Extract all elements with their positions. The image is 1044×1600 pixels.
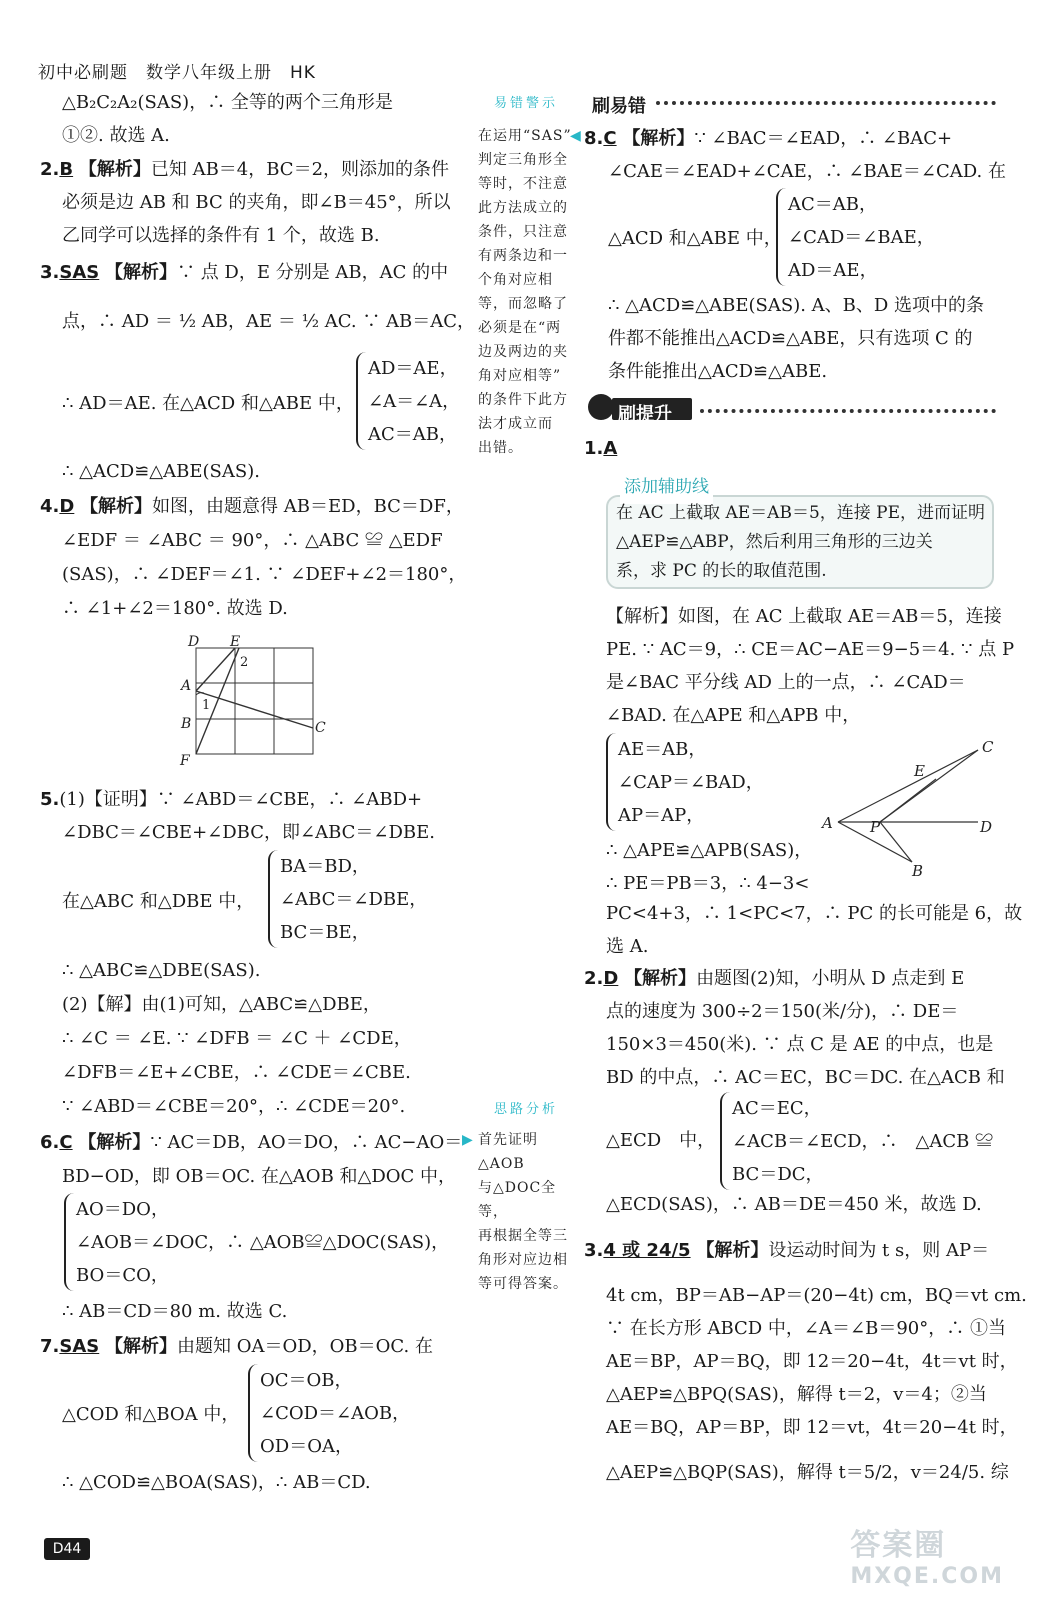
brace-item: BO＝CO， — [76, 1265, 169, 1286]
text-line: PC<4+3，∴ 1<PC<7，∴ PC 的长可能是 6，故 — [606, 903, 1023, 924]
note-line: 角对应相等” — [478, 368, 562, 384]
answer: D — [603, 968, 619, 989]
analysis-tag: 【解析】 — [80, 496, 153, 517]
angle-figure — [818, 736, 998, 880]
hint-title: 添加辅助线 — [620, 471, 713, 504]
note-line: 与△DOC全等， — [478, 1180, 557, 1220]
answer: A — [603, 438, 618, 459]
brace-item: AO＝DO， — [76, 1199, 169, 1220]
brace-item: ∠ABC＝∠DBE， — [280, 889, 428, 910]
angle-1: 1 — [202, 698, 211, 713]
question-2 — [40, 153, 449, 186]
answer: C — [603, 128, 617, 149]
text-line: ∴ △ACD≌△ABE(SAS). A、B、D 选项中的条 — [608, 295, 985, 316]
text-line: ∴ △COD≌△BOA(SAS)，∴ AB＝CD. — [62, 1472, 371, 1493]
brace-item: ∠ACB＝∠ECD，∴ △ACB ≌ — [732, 1131, 994, 1152]
section-title: 刷提升 — [618, 404, 672, 425]
text-line: ①②. 故选 A. — [62, 125, 170, 146]
brace-item: ∠AOB＝∠DOC，∴ △AOB≌△DOC(SAS)， — [76, 1232, 450, 1253]
text-line: AE＝BQ，AP＝BP，即 12＝vt，4t＝20−4t 时， — [606, 1417, 1018, 1438]
divider — [656, 101, 996, 105]
text-line: ∠EDF ＝ ∠ABC ＝ 90°，∴ △ABC ≌ △EDF — [62, 530, 443, 551]
text-line: 点，∴ AD ＝ ½ AB，AE ＝ ½ AC. ∵ AB＝AC， — [62, 311, 476, 332]
brace-item: BA＝BD， — [280, 856, 370, 877]
text-line: ∴ △ACD≌△ABE(SAS). — [62, 461, 260, 482]
analysis-tag: 【解析】 — [78, 159, 151, 180]
label-B: B — [912, 862, 924, 880]
label-E: E — [914, 762, 925, 780]
brush-icon — [588, 394, 614, 420]
text-line: 条件能推出△ACD≌△ABE. — [608, 361, 828, 382]
text-line: 必须是边 AB 和 BC 的夹角，即∠B＝45°，所以 — [62, 192, 451, 213]
analysis-tag: 【解析】 — [622, 128, 695, 149]
question-number: 7. — [40, 1336, 60, 1357]
watermark-top: 答案圈 — [850, 1528, 947, 1563]
text-line: 由题图(2)知，小明从 D 点走到 E — [696, 968, 965, 989]
analysis-tag: 【解析】 — [78, 1132, 151, 1153]
text-line: ∠BAD. 在△APE 和△APB 中， — [606, 705, 861, 726]
hint-line: 系，求 PC 的长的取值范围. — [616, 561, 827, 581]
text-line: △ECD(SAS)，∴ AB＝DE＝450 米，故选 D. — [606, 1194, 982, 1215]
text-line: 150×3＝450(米). ∵ 点 C 是 AE 的中点，也是 — [606, 1034, 994, 1055]
label-B: B — [181, 716, 192, 732]
question-5 — [40, 783, 422, 816]
analysis-tag: 【解析】 — [104, 262, 177, 283]
text-line: 4t cm，BP＝AB−AP＝(20−4t) cm，BQ＝vt cm. — [606, 1285, 1027, 1306]
note-line: 在运用“SAS” — [478, 128, 572, 144]
label-C: C — [982, 738, 994, 756]
text-line: 选 A. — [606, 936, 649, 957]
text-line: ∴ ∠1+∠2＝180°. 故选 D. — [62, 598, 288, 619]
question-number: 4. — [40, 496, 60, 517]
question-number: 2. — [584, 968, 604, 989]
text-line: 如图，由题意得 AB＝ED，BC＝DF， — [152, 496, 464, 517]
question-7 — [40, 1330, 433, 1363]
hint-line: 在 AC 上截取 AE＝AB＝5，连接 PE，进而证明 — [616, 503, 986, 523]
question-6 — [40, 1126, 462, 1159]
note-line: 等，而忽略了 — [478, 296, 568, 312]
brace-item: ∠A＝∠A， — [368, 391, 461, 412]
note-line: 等可得答案。 — [478, 1276, 568, 1292]
label-E: E — [230, 634, 241, 650]
text-line: ∴ AB＝CD＝80 m. 故选 C. — [62, 1301, 288, 1322]
question-number: 3. — [584, 1240, 604, 1261]
problem-3 — [584, 1234, 989, 1267]
answer: B — [59, 159, 74, 180]
question-3 — [40, 256, 448, 289]
text-line: (2)【解】由(1)可知，△ABC≌△DBE， — [62, 994, 381, 1015]
question-number: 2. — [40, 159, 60, 180]
note-line: 条件，只注意 — [478, 224, 568, 240]
text-line: △ACD 和△ABE 中， — [608, 228, 782, 249]
text-line: BD 的中点，∴ AC＝EC，BC＝DC. 在△ACB 和 — [606, 1067, 1005, 1088]
brace-item: OD＝OA， — [260, 1436, 353, 1457]
label-P: P — [870, 818, 881, 836]
watermark — [850, 1520, 1004, 1589]
text-line: 点的速度为 300÷2＝150(米/分)，∴ DE＝ — [606, 1001, 959, 1022]
question-number: 8. — [584, 128, 604, 149]
divider — [700, 409, 996, 413]
text-line: PE. ∵ AC＝9，∴ CE＝AC−AE＝9−5＝4. ∵ 点 P — [606, 639, 1015, 660]
page-header: 初中必刷题 数学八年级上册 HK — [38, 63, 316, 83]
text-line: ∴ △APE≌△APB(SAS)， — [606, 840, 813, 861]
margin-note-2 — [478, 1128, 578, 1296]
text-line: AE＝BP，AP＝BQ，即 12＝20−4t，4t＝vt 时， — [606, 1351, 1018, 1372]
brace-item: ∠CAD＝∠BAE， — [788, 227, 935, 248]
text-line: (1)【证明】∵ ∠ABD＝∠CBE，∴ ∠ABD+ — [59, 789, 423, 810]
analysis-tag: 【解析】 — [696, 1240, 769, 1261]
question-number: 3. — [40, 262, 60, 283]
answer: SAS — [59, 1336, 100, 1357]
text-line: ∴ AD＝AE. 在△ACD 和△ABE 中， — [62, 393, 354, 414]
note-line: 有两条边和一 — [478, 248, 568, 264]
brace-item: AD＝AE， — [368, 358, 458, 379]
text-line: 在△ABC 和△DBE 中， — [62, 891, 255, 912]
brace-item: BC＝DC， — [732, 1164, 824, 1185]
text-line: ∴ ∠C ＝ ∠E. ∵ ∠DFB ＝ ∠C ＋ ∠CDE， — [62, 1028, 412, 1049]
question-number: 6. — [40, 1132, 60, 1153]
text-line: ∴ △ABC≌△DBE(SAS). — [62, 960, 261, 981]
label-F: F — [180, 753, 190, 769]
grid-figure — [176, 632, 336, 772]
note-line: 的条件下此方 — [478, 392, 568, 408]
text-line: 【解析】如图，在 AC 上截取 AE＝AB＝5，连接 — [606, 606, 1002, 627]
text-line: ∵ AC＝DB，AO＝DO，∴ AC−AO＝ — [150, 1132, 463, 1153]
brace-item: BC＝BE， — [280, 922, 370, 943]
text-line: (SAS)，∴ ∠DEF＝∠1. ∵ ∠DEF+∠2＝180°， — [62, 564, 467, 585]
analysis-tag: 【解析】 — [624, 968, 697, 989]
note-line: 再根据全等三 — [478, 1228, 568, 1244]
brace-item: AC＝AB， — [368, 424, 457, 445]
label-C: C — [315, 720, 326, 736]
note-line: 此方法成立的 — [478, 200, 568, 216]
angle-2: 2 — [240, 655, 249, 670]
text-line: BD−OD，即 OB＝OC. 在△AOB 和△DOC 中， — [62, 1166, 457, 1187]
note-title: 易错警示 — [494, 96, 559, 111]
text-line: 乙同学可以选择的条件有 1 个，故选 B. — [62, 225, 380, 246]
section-title: 刷易错 — [592, 96, 646, 117]
question-number: 5. — [40, 789, 60, 810]
text-line: 已知 AB＝4，BC＝2，则添加的条件 — [150, 159, 450, 180]
brace-item: AP＝AP， — [618, 805, 705, 826]
text-line: ∠CAE＝∠EAD+∠CAE，∴ ∠BAE＝∠CAD. 在 — [608, 161, 1006, 182]
margin-note-1 — [478, 124, 578, 460]
text-line: ∵ ∠ABD＝∠CBE＝20°，∴ ∠CDE＝20°. — [62, 1096, 406, 1117]
label-D: D — [980, 818, 993, 836]
answer: D — [59, 496, 75, 517]
note-title: 思路分析 — [494, 1102, 559, 1117]
answer: 4 或 24/5 — [603, 1240, 691, 1261]
text-line: 由题知 OA＝OD，OB＝OC. 在 — [176, 1336, 433, 1357]
brace-item: AD＝AE， — [788, 260, 878, 281]
analysis-tag: 【解析】 — [104, 1336, 177, 1357]
page-number: D44 — [44, 1538, 90, 1560]
arrow-icon: ▶ — [462, 1132, 473, 1148]
text-line: ∠DFB＝∠E+∠CBE，∴ ∠CDE＝∠CBE. — [62, 1062, 411, 1083]
note-line: 判定三角形全 — [478, 152, 568, 168]
brace-item: AC＝AB， — [788, 194, 877, 215]
brace-item: AC＝EC， — [732, 1098, 822, 1119]
brace-item: ∠COD＝∠AOB， — [260, 1403, 411, 1424]
text-line: △ECD 中， — [606, 1130, 716, 1151]
note-line: 首先证明△AOB — [478, 1132, 538, 1172]
note-line: 必须是在“两 — [478, 320, 562, 336]
answer: C — [59, 1132, 73, 1153]
brace-item: OC＝OB， — [260, 1370, 353, 1391]
problem-2 — [584, 962, 964, 995]
text-line: △AEP≌△BQP(SAS)，解得 t＝5/2，v＝24/5. 综 — [606, 1462, 1009, 1483]
text-line: 设运动时间为 t s，则 AP＝ — [768, 1240, 990, 1261]
problem-1 — [584, 432, 617, 465]
note-line: 出错。 — [478, 440, 523, 456]
hint-line: △AEP≌△ABP，然后利用三角形的三边关 — [616, 532, 933, 552]
text-line: ∵ ∠BAC＝∠EAD，∴ ∠BAC+ — [694, 128, 953, 149]
note-line: 个角对应相 — [478, 272, 553, 288]
label-D: D — [188, 634, 200, 650]
text-line: ∠DBC＝∠CBE+∠DBC，即∠ABC＝∠DBE. — [62, 822, 436, 843]
text-line: △AEP≌△BPQ(SAS)，解得 t＝2，v＝4；②当 — [606, 1384, 987, 1405]
question-8 — [584, 122, 952, 155]
watermark-bottom: MXQE.COM — [850, 1564, 1004, 1589]
text-line: 件都不能推出△ACD≌△ABE，只有选项 C 的 — [608, 328, 973, 349]
text-line: ∵ 在长方形 ABCD 中，∠A＝∠B＝90°，∴ ①当 — [606, 1318, 1006, 1339]
note-line: 法才成立而 — [478, 416, 553, 432]
text-line: 是∠BAC 平分线 AD 上的一点，∴ ∠CAD＝ — [606, 672, 966, 693]
label-A: A — [822, 814, 833, 832]
brace-item: AE＝AB， — [618, 739, 707, 760]
note-line: 等时，不注意 — [478, 176, 568, 192]
answer: SAS — [59, 262, 100, 283]
text-line: △COD 和△BOA 中， — [62, 1404, 240, 1425]
label-A: A — [181, 678, 192, 694]
text-line: ∵ 点 D，E 分别是 AB，AC 的中 — [176, 262, 449, 283]
text-line: △B₂C₂A₂(SAS)，∴ 全等的两个三角形是 — [62, 92, 393, 113]
question-number: 1. — [584, 438, 604, 459]
text-line: ∴ PE＝PB＝3，∴ 4−3< — [606, 873, 810, 894]
note-line: 边及两边的夹 — [478, 344, 568, 360]
brace-item: ∠CAP＝∠BAD， — [618, 772, 764, 793]
note-line: 角形对应边相 — [478, 1252, 568, 1268]
arrow-icon: ◀ — [570, 128, 581, 144]
question-4 — [40, 490, 464, 523]
